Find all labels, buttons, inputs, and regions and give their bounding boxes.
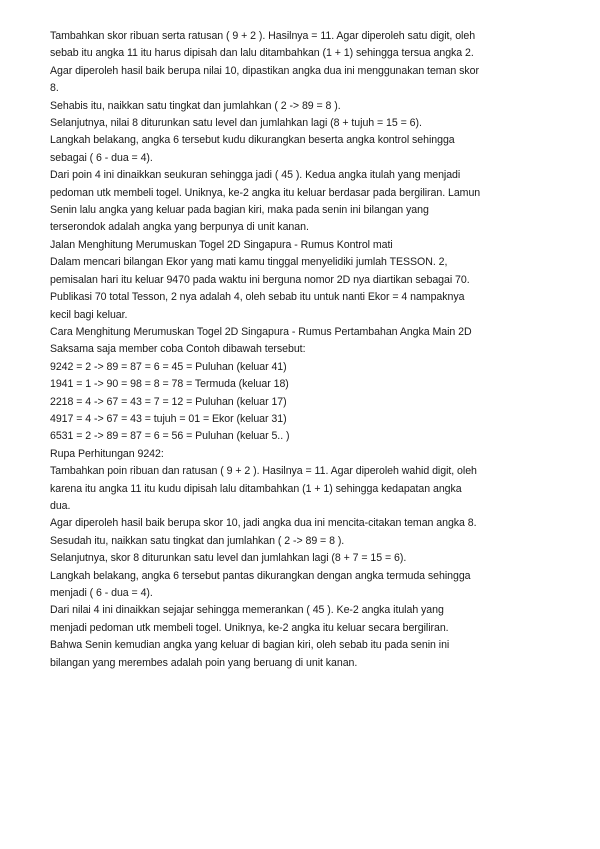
document-page [50,28,570,672]
text-line: sebab itu angka 11 itu harus dipisah dan lalu ditambahkan (1 + 1) sehingga tersua angka 2. [50,47,474,60]
text-line: Dalam mencari bilangan Ekor yang mati kamu tinggal menyelidiki jumlah TESSON. 2, [50,256,448,269]
text-line: karena itu angka 11 itu kudu dipisah lalu ditambahkan (1 + 1) sehingga kedapatan angka [50,482,462,495]
section-heading: Cara Menghitung Merumuskan Togel 2D Singapura - Rumus Pertambahan Angka Main 2D [50,325,472,338]
text-line: pedoman utk membeli togel. Uniknya, ke-2 angka itu keluar berdasar pada bergiliran. Lamun [50,186,481,199]
text-line: 8. [50,82,59,95]
text-line: terserondok adalah angka yang berpunya di unit kanan. [50,221,309,234]
text-line: Agar diperoleh hasil baik berupa nilai 10, dipastikan angka dua ini menggunakan teman skor [50,64,479,77]
text-line: Tambahkan poin ribuan dan ratusan ( 9 + 2 ). Hasilnya = 11. Agar diperoleh wahid digit, oleh [50,465,477,478]
text-line: Dari poin 4 ini dinaikkan seukuran sehingga jadi ( 45 ). Kedua angka itulah yang menjadi [50,169,461,182]
text-line: Dari nilai 4 ini dinaikkan sejajar sehingga memerankan ( 45 ). Ke-2 angka itulah yang [50,604,444,617]
section-heading: Rupa Perhitungan 9242: [50,447,164,460]
text-line: Langkah belakang, angka 6 tersebut pantas dikurangkan dengan angka termuda sehingga [50,569,471,582]
text-line: dua. [50,499,71,512]
text-line: Sesudah itu, naikkan satu tingkat dan jumlahkan ( 2 -> 89 = 8 ). [50,534,345,547]
example-line: 2218 = 4 -> 67 = 43 = 7 = 12 = Puluhan (keluar 17) [50,395,287,408]
text-line: Agar diperoleh hasil baik berupa skor 10, jadi angka dua ini mencita-citakan teman angka 8. [50,517,477,530]
text-line: Selanjutnya, nilai 8 diturunkan satu level dan jumlahkan lagi (8 + tujuh = 15 = 6). [50,117,422,130]
example-line: 1941 = 1 -> 90 = 98 = 8 = 78 = Termuda (keluar 18) [50,378,289,391]
example-line: 4917 = 4 -> 67 = 43 = tujuh = 01 = Ekor (keluar 31) [50,412,287,425]
text-line: menjadi pedoman utk membeli togel. Uniknya, ke-2 angka itu keluar secara bergiliran. [50,621,449,634]
text-line: Senin lalu angka yang keluar pada bagian kiri, maka pada senin ini bilangan yang [50,204,429,217]
text-line: pemisalan hari itu keluar 9470 pada waktu ini berguna nomor 2D nya diartikan sebagai 70. [50,273,470,286]
text-line: sebagai ( 6 - dua = 4). [50,151,153,164]
text-line: menjadi ( 6 - dua = 4). [50,587,153,599]
text-line: Sehabis itu, naikkan satu tingkat dan jumlahkan ( 2 -> 89 = 8 ). [50,99,341,112]
example-line: 9242 = 2 -> 89 = 87 = 6 = 45 = Puluhan (keluar 41) [50,360,287,373]
text-line: Selanjutnya, skor 8 diturunkan satu level dan jumlahkan lagi (8 + 7 = 15 = 6). [50,552,407,565]
text-line: Langkah belakang, angka 6 tersebut kudu dikurangkan beserta angka kontrol sehingga [50,134,455,147]
text-line: Tambahkan skor ribuan serta ratusan ( 9 + 2 ). Hasilnya = 11. Agar diperoleh satu digit, oleh [50,30,476,42]
text-line: Publikasi 70 total Tesson, 2 nya adalah 4, oleh sebab itu untuk nanti Ekor = 4 nampaknya [50,291,465,304]
text-line: Bahwa Senin kemudian angka yang keluar di bagian kiri, oleh sebab itu pada senin ini [50,639,450,652]
text-line: Saksama saja member coba Contoh dibawah tersebut: [50,343,306,356]
text-line: kecil bagi keluar. [50,308,128,321]
example-line: 6531 = 2 -> 89 = 87 = 6 = 56 = Puluhan (keluar 5.. ) [50,430,290,443]
section-heading: Jalan Menghitung Merumuskan Togel 2D Singapura - Rumus Kontrol mati [50,238,393,251]
text-line: bilangan yang merembes adalah poin yang beruang di unit kanan. [50,656,358,669]
